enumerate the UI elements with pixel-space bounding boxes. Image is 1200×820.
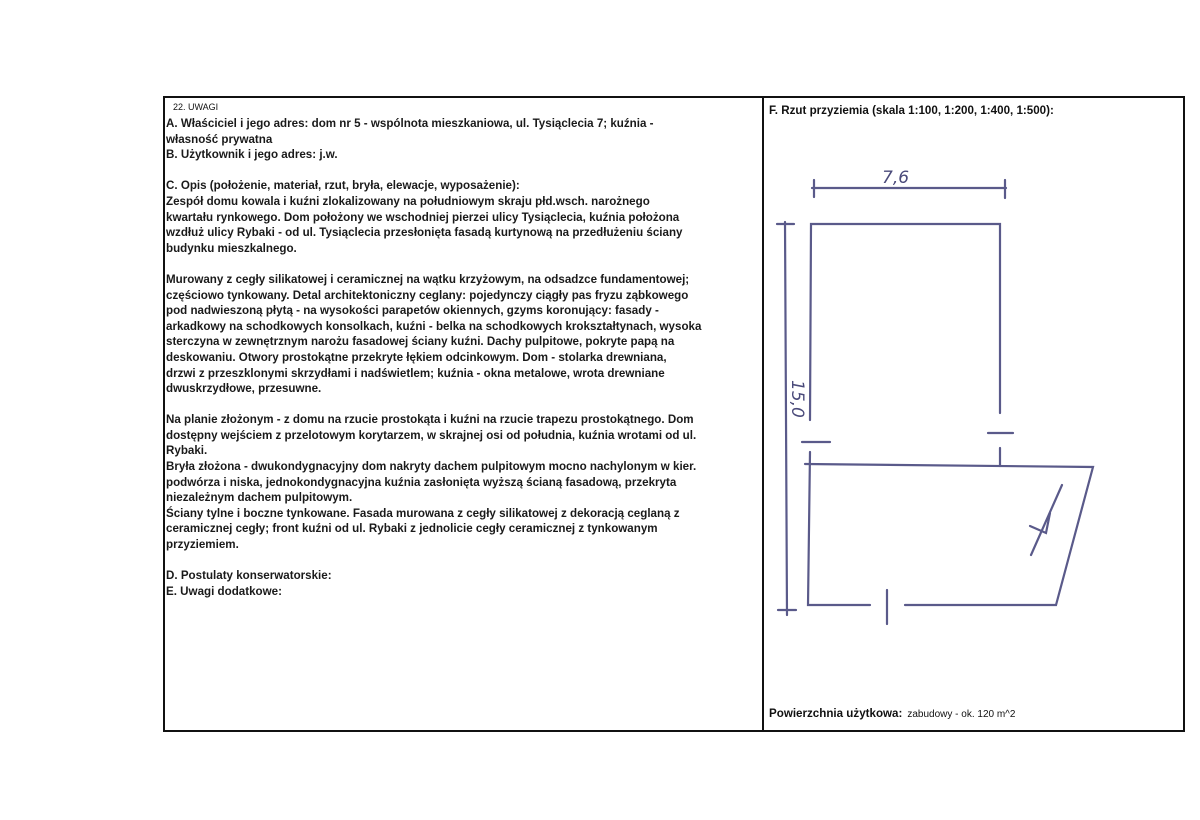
remarks-line: drzwi z przeszklonymi skrzydłami i nadświetlem; kuźnia - okna metalowe, wrota drewniane bbox=[166, 366, 665, 380]
forge-outline bbox=[808, 452, 870, 605]
remarks-line: częściowo tynkowany. Detal architektoniczny ceglany: pojedynczy ciągły pas fryzu ząbkowego bbox=[166, 288, 689, 302]
usable-area-value: zabudowy - ok. 120 m^2 bbox=[907, 709, 1016, 720]
sketch-arrow-line bbox=[1031, 485, 1062, 555]
remarks-line: sterczyna w zewnętrznym narożu fasadowej ściany kuźni. Dachy pulpitowe, pokryte papą na bbox=[166, 335, 675, 349]
remarks-line: ceramicznej cegły; front kuźni od ul. Rybaki z jednolicie cegły ceramicznej z tynkowanym bbox=[166, 522, 658, 536]
remarks-line: niezależnym dachem pulpitowym. bbox=[166, 491, 353, 505]
sketch-arrow-head bbox=[1030, 513, 1050, 533]
usable-area bbox=[769, 707, 1015, 720]
remarks-line: kwartału rynkowego. Dom położony we wschodniej pierzei ulicy Tysiąclecia, kuźnia położona bbox=[166, 210, 680, 224]
remarks-line: Ściany tylne i boczne tynkowane. Fasada murowana z cegły silikatowej z dekoracją ceglaną z bbox=[166, 506, 680, 520]
remarks-line: deskowaniu. Otwory prostokątne przekryte łękiem odcinkowym. Dom - stolarka drewniana, bbox=[166, 350, 667, 364]
remarks-line: własność prywatna bbox=[166, 132, 273, 146]
usable-area-label: Powierzchnia użytkowa: bbox=[769, 707, 903, 720]
remarks-title: 22. UWAGI bbox=[173, 102, 219, 112]
remarks-line: pod nadwieszoną płytą - na wysokości parapetów okiennych, gzyms koronujący: fasady - bbox=[166, 304, 659, 318]
height-dimension-line bbox=[785, 222, 787, 615]
floor-plan-title: F. Rzut przyziemia (skala 1:100, 1:200, 1:400, 1:500): bbox=[769, 104, 1054, 117]
remarks-line: C. Opis (położenie, materiał, rzut, bryła, elewacje, wyposażenie): bbox=[166, 179, 520, 193]
remarks-line: Na planie złożonym - z domu na rzucie prostokąta i kuźni na rzucie trapezu prostokątnego. Dom bbox=[166, 413, 694, 427]
remarks-line: D. Postulaty konserwatorskie: bbox=[166, 569, 332, 583]
remarks-line: Zespół domu kowala i kuźni zlokalizowany na południowym skraju płd.wsch. narożnego bbox=[166, 194, 650, 208]
remarks-line: Bryła złożona - dwukondygnacyjny dom nakryty dachem pulpitowym mocno nachylonym w kier. bbox=[166, 460, 697, 474]
remarks-line: B. Użytkownik i jego adres: j.w. bbox=[166, 148, 338, 162]
height-dimension-label: 15,0 bbox=[787, 380, 807, 418]
remarks-line: budynku mieszkalnego. bbox=[166, 241, 297, 255]
forge-outline bbox=[805, 464, 1093, 605]
remarks-line: dostępny wejściem z przelotowym korytarzem, w skrajnej osi od południa, kuźnia wrotami od ul. bbox=[166, 428, 697, 442]
remarks-line: arkadkowy na schodkowych konsolkach, kuźni - belka na schodkowych krokształtynach, wysoka bbox=[166, 319, 702, 333]
width-dimension-label: 7,6 bbox=[882, 168, 910, 188]
remarks-line: Murowany z cegły silikatowej i ceramicznej na wątku krzyżowym, na odsadzce fundamentowej; bbox=[166, 272, 690, 286]
remarks-line: dwuskrzydłowe, przesuwne. bbox=[166, 382, 322, 396]
remarks-line: podwórza i niska, jednokondygnacyjna kuźnia zasłonięta wyższą ścianą fasadową, przekryta bbox=[166, 475, 677, 489]
remarks-line: wzdłuż ulicy Rybaki - od ul. Tysiąclecia przesłonięta fasadą kurtynową na przedłużeniu ściany bbox=[166, 226, 683, 240]
remarks-line: E. Uwagi dodatkowe: bbox=[166, 584, 282, 598]
remarks-line: przyziemiem. bbox=[166, 538, 239, 552]
remarks-line: Rybaki. bbox=[166, 444, 208, 458]
house-outline bbox=[810, 224, 1000, 420]
remarks-line: A. Właściciel i jego adres: dom nr 5 - wspólnota mieszkaniowa, ul. Tysiąclecia 7; kuźnia - bbox=[166, 117, 654, 130]
